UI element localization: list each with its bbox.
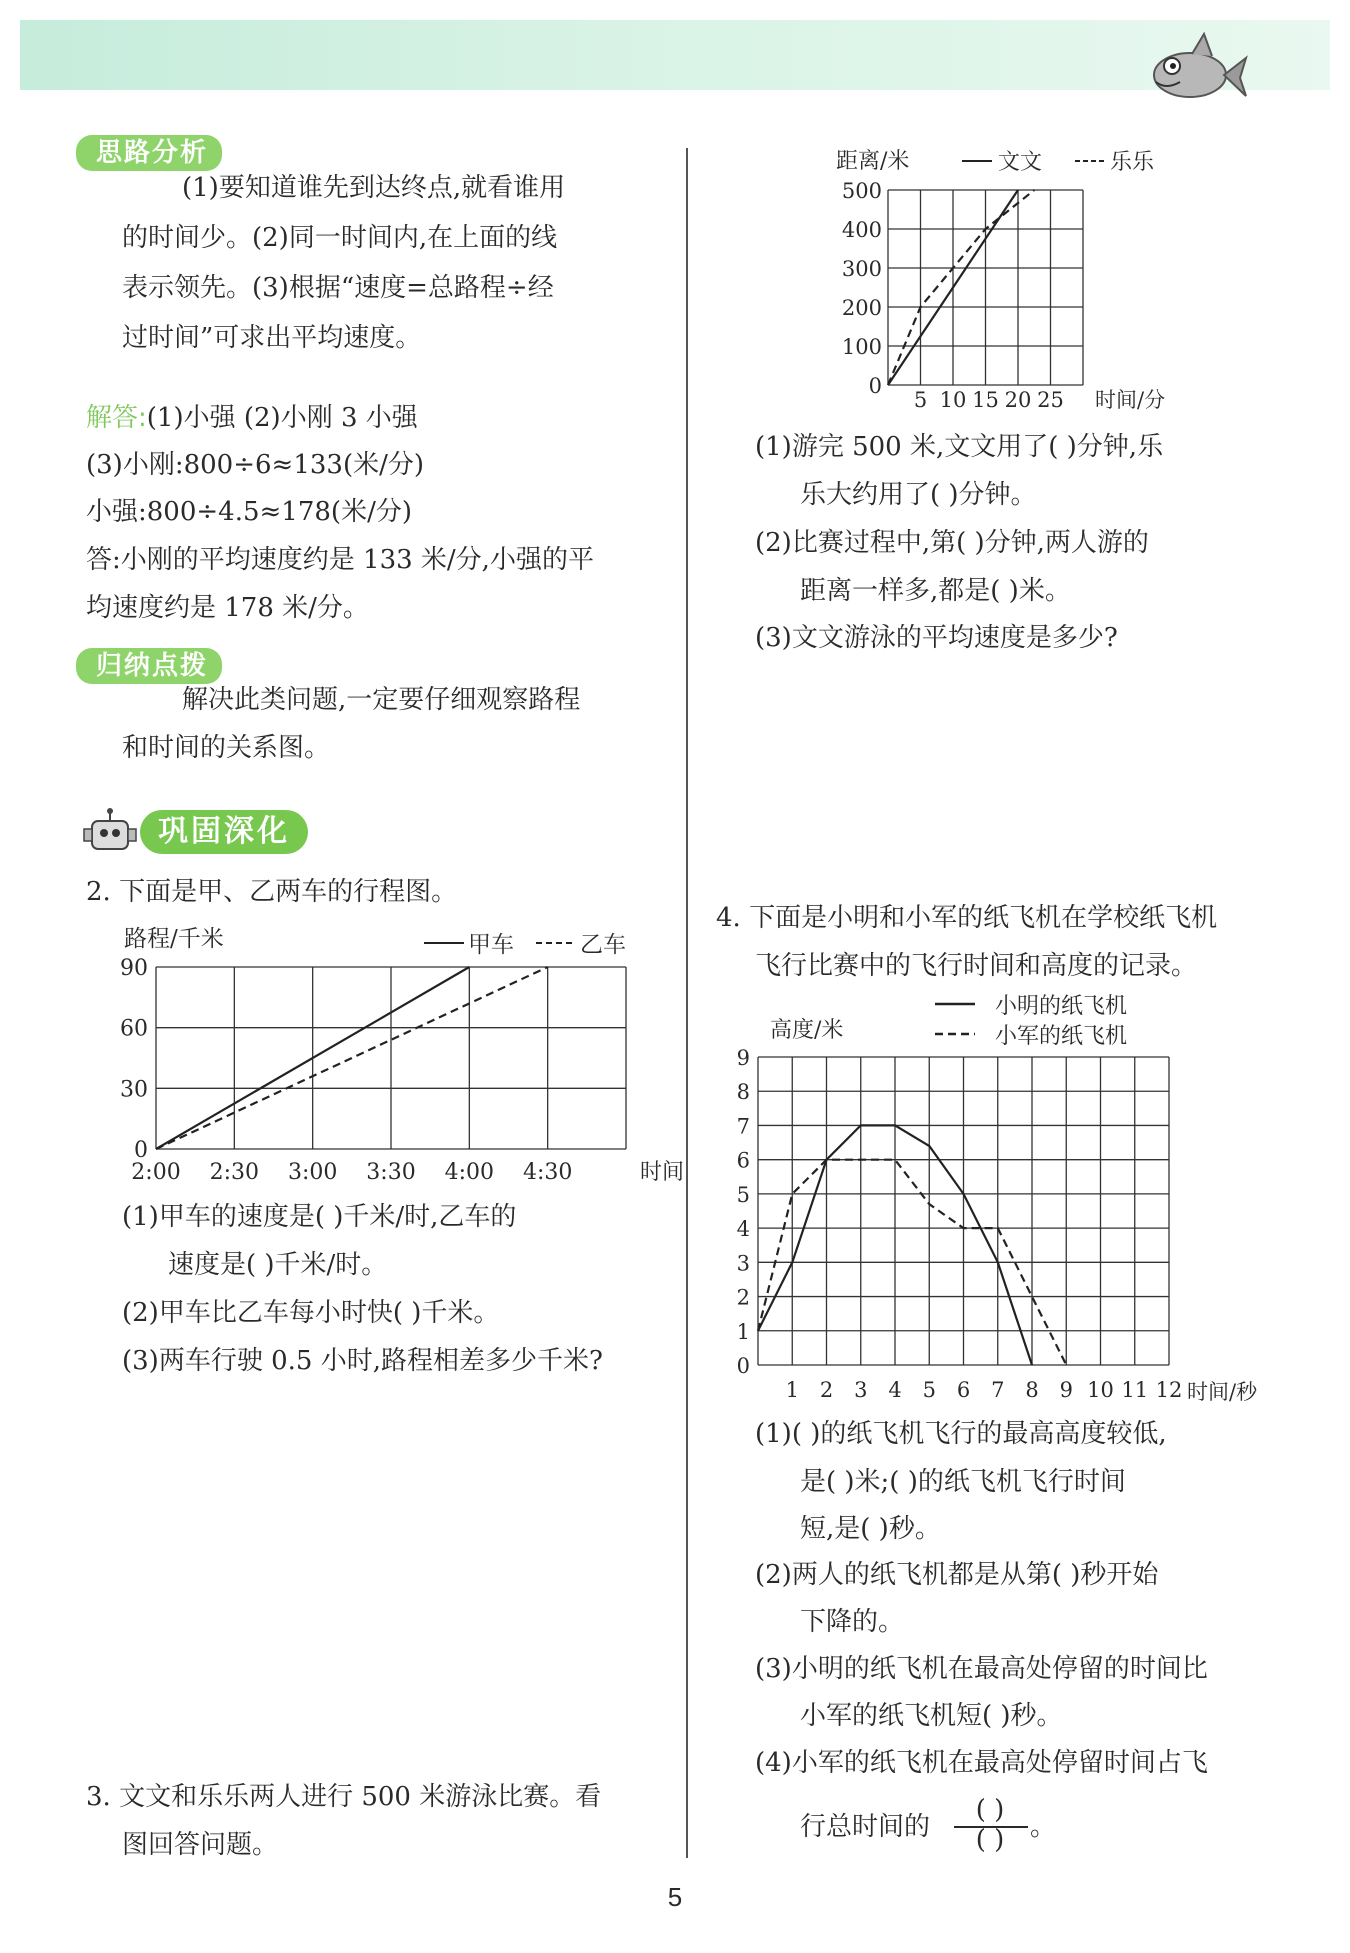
c3-x-tick: 12 bbox=[1155, 1378, 1183, 1402]
c3-y-axis-label: 高度/米 bbox=[770, 1018, 844, 1043]
c3-x-tick: 1 bbox=[785, 1378, 799, 1402]
answer-line-4: 答:小刚的平均速度约是 133 米/分,小强的平 bbox=[86, 545, 594, 575]
c2-series-line bbox=[888, 190, 1034, 385]
c3-y-tick: 5 bbox=[736, 1182, 750, 1207]
c3-x-tick: 8 bbox=[1025, 1378, 1039, 1402]
q3-part-3: (3)文文游泳的平均速度是多少? bbox=[755, 623, 1118, 653]
q4-part-1a: (1)( )的纸飞机飞行的最高高度较低, bbox=[755, 1419, 1167, 1449]
q3-part-1a: (1)游完 500 米,文文用了( )分钟,乐 bbox=[755, 432, 1164, 462]
q4-part-1b: 是( )米;( )的纸飞机飞行时间 bbox=[800, 1467, 1126, 1497]
c2-legend-label: 文文 bbox=[998, 150, 1043, 175]
q2-part-3: (3)两车行驶 0.5 小时,路程相差多少千米? bbox=[122, 1346, 603, 1376]
fraction-denominator: ( ) bbox=[975, 1825, 1005, 1855]
c2-y-tick: 200 bbox=[841, 296, 882, 320]
c2-x-axis-label: 时间/分 bbox=[1095, 388, 1166, 412]
c3-y-tick: 9 bbox=[736, 1046, 750, 1070]
page-number: 5 bbox=[667, 1882, 683, 1912]
c2-x-tick: 5 bbox=[913, 388, 928, 412]
q4-part-3a: (3)小明的纸飞机在最高处停留的时间比 bbox=[755, 1654, 1208, 1684]
answer-line-3: 小强:800÷4.5≈178(米/分) bbox=[86, 497, 412, 527]
c1-x-tick: 3:00 bbox=[287, 1160, 338, 1185]
q3-title-1: 3. 文文和乐乐两人进行 500 米游泳比赛。看 bbox=[86, 1782, 602, 1812]
c3-x-tick: 3 bbox=[854, 1378, 868, 1402]
summary-line-1: 解决此类问题,一定要仔细观察路程 bbox=[182, 685, 581, 715]
c1-x-tick: 4:30 bbox=[522, 1160, 573, 1185]
c3-y-tick: 1 bbox=[736, 1319, 750, 1344]
c1-y-tick: 0 bbox=[134, 1138, 148, 1163]
c2-y-tick: 300 bbox=[841, 257, 882, 281]
c1-legend-label: 甲车 bbox=[468, 932, 514, 958]
q4-part-4a: (4)小军的纸飞机在最高处停留时间占飞 bbox=[755, 1748, 1208, 1778]
q3-part-2a: (2)比赛过程中,第( )分钟,两人游的 bbox=[755, 528, 1149, 558]
c2-x-tick: 15 bbox=[972, 388, 999, 412]
c3-x-tick: 4 bbox=[888, 1378, 902, 1402]
q2-part-2: (2)甲车比乙车每小时快( )千米。 bbox=[122, 1298, 500, 1328]
answer-line-5: 均速度约是 178 米/分。 bbox=[86, 593, 369, 623]
c1-x-axis-label: 时间 bbox=[640, 1160, 685, 1185]
q4-part-2b: 下降的。 bbox=[800, 1607, 905, 1637]
c3-x-tick: 2 bbox=[819, 1378, 834, 1402]
fraction-period: 。 bbox=[1030, 1812, 1057, 1842]
q4-part-2a: (2)两人的纸飞机都是从第( )秒开始 bbox=[755, 1560, 1159, 1590]
column-divider bbox=[686, 148, 688, 1858]
q3-part-2b: 距离一样多,都是( )米。 bbox=[800, 576, 1071, 606]
q3-part-1b: 乐大约用了( )分钟。 bbox=[800, 480, 1037, 510]
summary-tag: 归纳点拨 bbox=[76, 648, 222, 684]
q3-swim-chart bbox=[820, 138, 1240, 428]
c1-x-tick: 2:00 bbox=[131, 1160, 181, 1185]
c3-y-tick: 2 bbox=[736, 1285, 750, 1310]
c3-x-tick: 5 bbox=[922, 1378, 936, 1402]
q4-part-1c: 短,是( )秒。 bbox=[800, 1514, 941, 1544]
c1-y-tick: 60 bbox=[120, 1016, 148, 1042]
c1-x-tick: 4:00 bbox=[444, 1160, 495, 1185]
c2-legend-label: 乐乐 bbox=[1110, 150, 1155, 175]
c3-y-tick: 6 bbox=[736, 1148, 750, 1173]
c3-y-tick: 0 bbox=[736, 1354, 750, 1378]
fraction-numerator: ( ) bbox=[975, 1795, 1005, 1825]
c3-y-tick: 3 bbox=[736, 1251, 750, 1276]
c2-y-tick: 500 bbox=[841, 179, 882, 203]
q4-plane-chart bbox=[730, 985, 1330, 1403]
analysis-line-1: (1)要知道谁先到达终点,就看谁用 bbox=[182, 173, 566, 203]
c2-y-tick: 0 bbox=[868, 374, 882, 398]
answer-label: 解答: bbox=[86, 403, 147, 433]
section-title: 巩固深化 bbox=[140, 810, 308, 854]
q2-title: 2. 下面是甲、乙两车的行程图。 bbox=[86, 877, 458, 907]
c2-x-tick: 10 bbox=[939, 388, 967, 412]
c3-y-tick: 4 bbox=[736, 1217, 750, 1242]
c1-y-axis-label: 路程/千米 bbox=[124, 926, 224, 952]
blank-fraction[interactable] bbox=[950, 1795, 1030, 1855]
answer-first-line bbox=[86, 393, 418, 443]
c3-x-tick: 10 bbox=[1087, 1378, 1114, 1402]
c1-x-tick: 2:30 bbox=[209, 1160, 260, 1185]
c3-x-tick: 7 bbox=[991, 1378, 1005, 1402]
c1-series-line bbox=[156, 967, 548, 1149]
c2-y-tick: 100 bbox=[841, 335, 882, 359]
header-banner bbox=[20, 20, 1330, 90]
c1-legend-label: 乙车 bbox=[580, 932, 626, 958]
q4-part-3b: 小军的纸飞机短( )秒。 bbox=[800, 1701, 1063, 1731]
q2-part-1a: (1)甲车的速度是( )千米/时,乙车的 bbox=[122, 1202, 517, 1232]
robot-icon bbox=[82, 807, 142, 857]
analysis-line-2: 的时间少。(2)同一时间内,在上面的线 bbox=[122, 223, 558, 253]
fish-icon bbox=[1140, 20, 1250, 120]
c1-y-tick: 90 bbox=[120, 956, 148, 981]
q4-title-2: 飞行比赛中的飞行时间和高度的记录。 bbox=[755, 951, 1198, 981]
c3-legend-label: 小明的纸飞机 bbox=[995, 994, 1128, 1019]
c3-x-tick: 6 bbox=[956, 1378, 971, 1402]
answer-line-1: (1)小强 (2)小刚 3 小强 bbox=[146, 403, 418, 433]
summary-line-2: 和时间的关系图。 bbox=[122, 733, 331, 763]
c3-y-tick: 8 bbox=[736, 1080, 750, 1105]
analysis-tag: 思路分析 bbox=[76, 135, 222, 171]
c3-x-axis-label: 时间/秒 bbox=[1187, 1380, 1258, 1404]
c3-x-tick: 9 bbox=[1059, 1378, 1073, 1402]
c2-y-axis-label: 距离/米 bbox=[836, 149, 910, 174]
c3-legend-label: 小军的纸飞机 bbox=[995, 1024, 1128, 1049]
analysis-line-4: 过时间”可求出平均速度。 bbox=[122, 323, 422, 353]
analysis-line-3: 表示领先。(3)根据“速度=总路程÷经 bbox=[122, 273, 554, 303]
c2-x-tick: 20 bbox=[1004, 388, 1032, 412]
q3-title-2: 图回答问题。 bbox=[122, 1830, 279, 1860]
q2-travel-chart bbox=[86, 912, 685, 1192]
c3-y-tick: 7 bbox=[736, 1114, 750, 1139]
c3-x-tick: 11 bbox=[1121, 1378, 1149, 1402]
c1-x-tick: 3:30 bbox=[366, 1160, 416, 1185]
q4-part-4b: 行总时间的 bbox=[800, 1812, 931, 1842]
answer-line-2: (3)小刚:800÷6≈133(米/分) bbox=[86, 450, 425, 480]
c2-x-tick: 25 bbox=[1037, 388, 1064, 412]
q2-part-1b: 速度是( )千米/时。 bbox=[168, 1250, 388, 1280]
c2-y-tick: 400 bbox=[841, 218, 882, 242]
c1-y-tick: 30 bbox=[120, 1077, 148, 1103]
q4-title-1: 4. 下面是小明和小军的纸飞机在学校纸飞机 bbox=[716, 903, 1218, 933]
